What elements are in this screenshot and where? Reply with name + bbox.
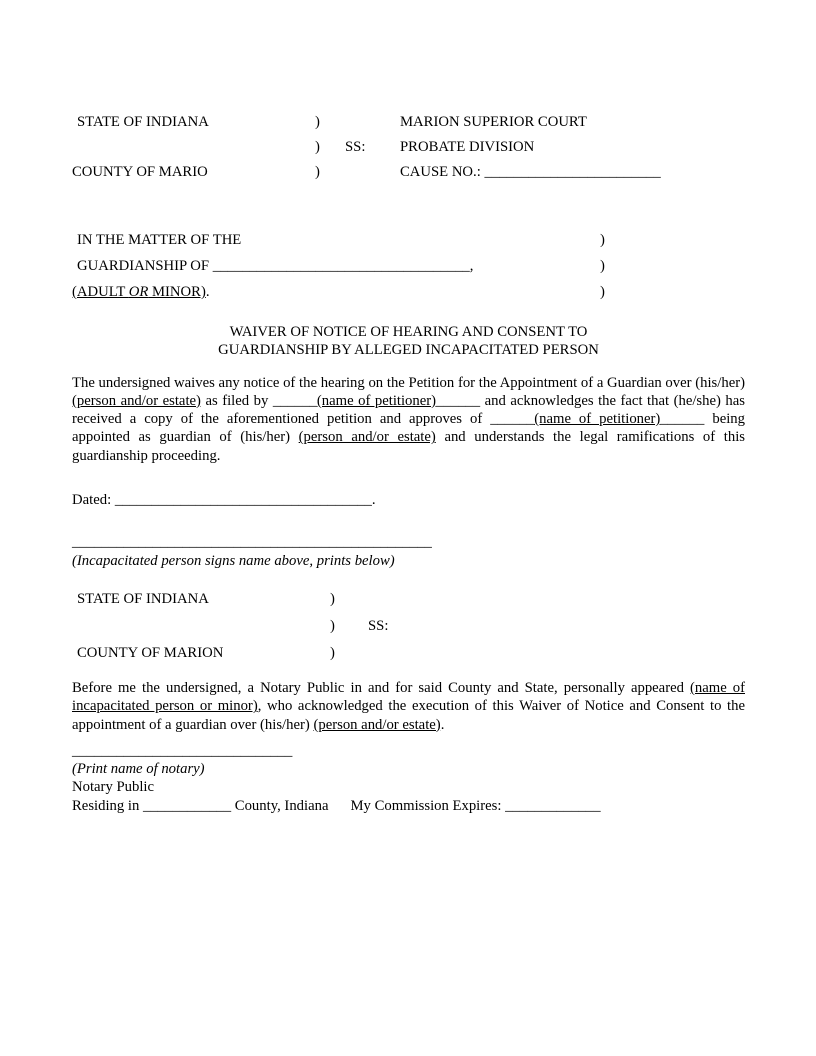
state-line: STATE OF INDIANA	[77, 590, 209, 607]
document-title	[72, 323, 745, 360]
caption-spacer	[72, 613, 330, 640]
cause-no-blank: ________________________	[484, 164, 661, 180]
matter-line-1: IN THE MATTER OF THE	[77, 232, 242, 248]
caption-paren: )	[330, 644, 335, 661]
caption-spacer	[368, 640, 745, 667]
court-caption-block-1	[72, 110, 745, 185]
ss-label: SS:	[368, 617, 389, 634]
cause-no-label: CAUSE NO.:	[400, 164, 481, 180]
notary-public-label: Notary Public	[72, 779, 154, 796]
matter-paren: )	[600, 232, 605, 248]
caption-paren: )	[315, 139, 320, 155]
print-name-caption: (Print name of notary)	[72, 761, 205, 778]
signature-caption: (Incapacitated person signs name above, prints below)	[72, 552, 395, 569]
title-line-1: WAIVER OF NOTICE OF HEARING AND CONSENT TO	[229, 324, 588, 340]
court-caption-block-2	[72, 586, 745, 667]
matter-paren: )	[600, 284, 605, 300]
signature-line: _________________________________________________	[72, 534, 432, 551]
caption-spacer	[345, 110, 400, 135]
caption-spacer	[72, 135, 315, 160]
matter-paren: )	[600, 258, 605, 274]
title-line-2: GUARDIANSHIP BY ALLEGED INCAPACITATED PERSON	[218, 342, 599, 359]
court-name: MARION SUPERIOR COURT	[400, 114, 587, 130]
court-division: PROBATE DIVISION	[400, 139, 535, 155]
caption-paren: )	[330, 590, 335, 607]
county-line: COUNTY OF MARION	[77, 644, 224, 661]
state-line: STATE OF INDIANA	[77, 114, 209, 130]
signature-block	[72, 533, 745, 570]
residing-commission-line: Residing in ____________ County, Indiana My Commission Expires: _____________	[72, 797, 601, 814]
caption-paren: )	[330, 617, 335, 634]
guardianship-of-line: GUARDIANSHIP OF ___________________________________,	[77, 258, 474, 274]
waiver-paragraph: The undersigned waives any notice of the hearing on the Petition for the Appointment of a Guardian over (his/her) (person and/or estate) as filed by ______(name of petitioner)______ and acknowledges the fact that (he/she) has received a copy of the aforementioned petition and approves of ______(name of petitioner)______ being appointed as guardian of (his/her) (person and/or estate) and understands the legal ramifications of this guardianship proceeding.	[72, 374, 745, 464]
adult-or-minor-line: (ADULT OR MINOR).	[72, 284, 210, 300]
caption-spacer	[368, 586, 745, 613]
caption-paren: )	[315, 114, 320, 130]
county-line: COUNTY OF MARIO	[72, 164, 208, 180]
notary-footer-block	[72, 742, 745, 815]
caption-spacer	[345, 160, 400, 185]
dated-line: Dated: ___________________________________.	[72, 492, 376, 509]
notary-name-line: ______________________________	[72, 742, 293, 759]
notary-paragraph: Before me the undersigned, a Notary Public in and for said County and State, personally appeared (name of incapacitated person or minor), who acknowledged the execution of this Waiver of Notice and Consent to the appointment of a guardian over (his/her) (person and/or estate).	[72, 679, 745, 733]
matter-block	[72, 227, 745, 305]
cause-no-line	[400, 160, 745, 185]
caption-paren: )	[315, 164, 320, 180]
ss-label: SS:	[345, 139, 366, 155]
